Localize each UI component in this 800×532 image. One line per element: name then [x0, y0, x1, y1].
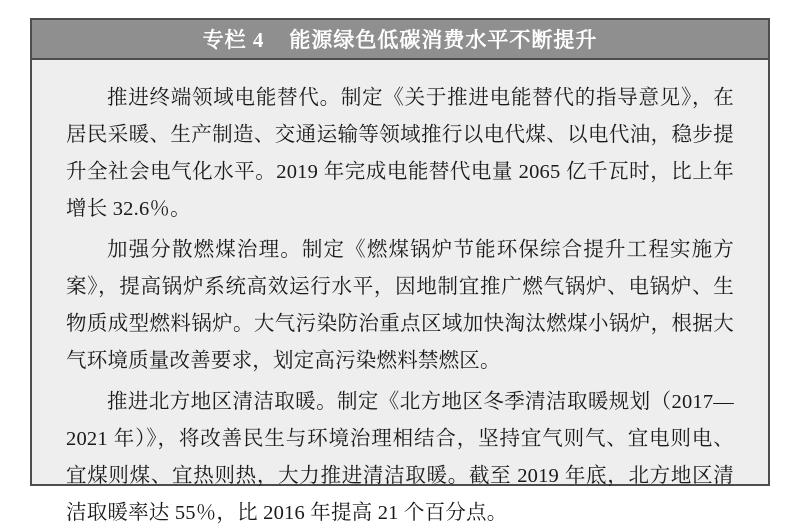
feature-box-body [32, 60, 768, 524]
paragraph-3: 推进北方地区清洁取暖。制定《北方地区冬季清洁取暖规划（2017—2021 年）》，将改善民生与环境治理相结合，坚持宜气则气、宜电则电、宜煤则煤、宜热则热，大力推进清洁取暖。截至 2019 年底，北方地区清洁取暖率达 55％，比 2016 年提高 21 个百分点。 [66, 391, 734, 524]
feature-box [30, 18, 770, 524]
paragraph-1: 推进终端领域电能替代。制定《关于推进电能替代的指导意见》，在居民采暖、生产制造、交通运输等领域推行以电代煤、以电代油，稳步提升全社会电气化水平。2019 年完成电能替代电量 2065 亿千瓦时，比上年增长 32.6％。 [66, 87, 734, 220]
paragraph-2: 加强分散燃煤治理。制定《燃煤锅炉节能环保综合提升工程实施方案》，提高锅炉系统高效运行水平，因地制宜推广燃气锅炉、电锅炉、生物质成型燃料锅炉。大气污染防治重点区域加快淘汰燃煤小锅炉，根据大气环境质量改善要求，划定高污染燃料禁燃区。 [66, 239, 734, 372]
feature-box-title-band [32, 20, 768, 60]
page-title: 专栏 4 能源绿色低碳消费水平不断提升 [202, 28, 598, 52]
